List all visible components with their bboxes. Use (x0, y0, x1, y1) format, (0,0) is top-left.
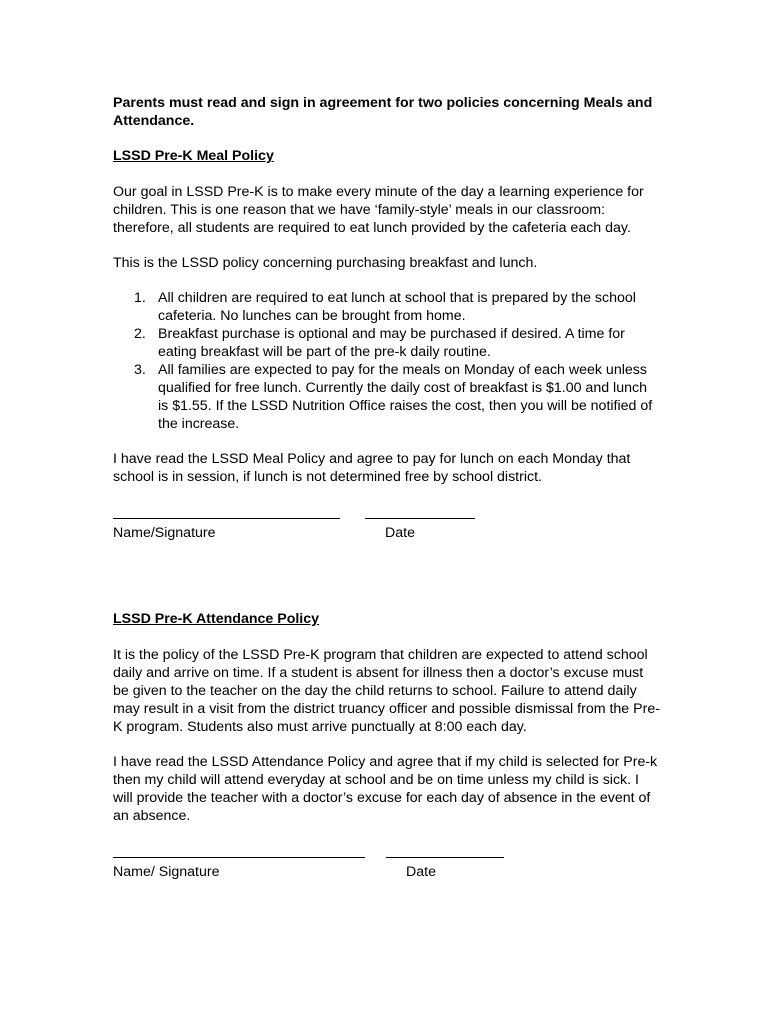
meal-policy-agreement: I have read the LSSD Meal Policy and agree to pay for lunch on each Monday that school is in session, if lunch is not determined free by school district. (113, 451, 631, 485)
list-item-number: 1. (134, 290, 146, 306)
meal-signature-block (113, 503, 661, 555)
meal-signature-line[interactable] (113, 518, 340, 519)
attendance-policy-paragraph: It is the policy of the LSSD Pre-K program that children are expected to attend school daily and arrive on time. If a student is absent for illness then a doctor’s excuse must be given to the teacher on the day the child returns to school. Failure to attend daily may result in a visit from the district truancy officer and possible dismissal from the Pre-K program. Students also must arrive punctually at 8:00 each day. (113, 647, 660, 735)
list-item (113, 289, 661, 325)
meal-policy-list (113, 289, 661, 433)
list-item (113, 325, 661, 361)
attendance-date-line[interactable] (386, 857, 504, 858)
meal-policy-title: LSSD Pre-K Meal Policy (113, 148, 274, 164)
attendance-signature-line[interactable] (113, 857, 365, 858)
attendance-policy-title: LSSD Pre-K Attendance Policy (113, 611, 320, 627)
section-spacer (113, 555, 661, 610)
list-item-text: Breakfast purchase is optional and may be purchased if desired. A time for eating breakfast will be part of the pre-k daily routine. (158, 326, 625, 360)
meal-date-line[interactable] (365, 518, 475, 519)
list-item-text: All children are required to eat lunch at school that is prepared by the school cafeteria. No lunches can be brought from home. (158, 290, 636, 324)
meal-date-label: Date (385, 525, 415, 541)
list-item-number: 3. (134, 362, 146, 378)
meal-policy-paragraph: Our goal in LSSD Pre-K is to make every minute of the day a learning experience for children. This is one reason that we have ‘family-style’ meals in our classroom: therefore, all students are required to eat lunch provided by the cafeteria each day. (113, 184, 644, 236)
attendance-signature-label: Name/ Signature (113, 864, 220, 880)
list-item-number: 2. (134, 326, 146, 342)
list-item-text: All families are expected to pay for the meals on Monday of each week unless qualified for free lunch. Currently the daily cost of breakfast is $1.00 and lunch is $1.55. If the LSSD Nutrition Office raises the cost, then you will be notified of the increase. (158, 362, 653, 432)
attendance-policy-agreement: I have read the LSSD Attendance Policy and agree that if my child is selected for Pre-k then my child will attend everyday at school and be on time unless my child is sick. I will provide the teacher with a doctor’s excuse for each day of absence in the event of an absence. (113, 754, 658, 824)
list-item (113, 361, 661, 433)
intro-heading: Parents must read and sign in agreement for two policies concerning Meals and Attendance. (113, 95, 653, 129)
meal-policy-intro-list: This is the LSSD policy concerning purchasing breakfast and lunch. (113, 255, 538, 271)
attendance-signature-block (113, 842, 661, 894)
attendance-date-label: Date (406, 864, 436, 880)
meal-signature-label: Name/Signature (113, 525, 216, 541)
policy-document (113, 94, 661, 894)
